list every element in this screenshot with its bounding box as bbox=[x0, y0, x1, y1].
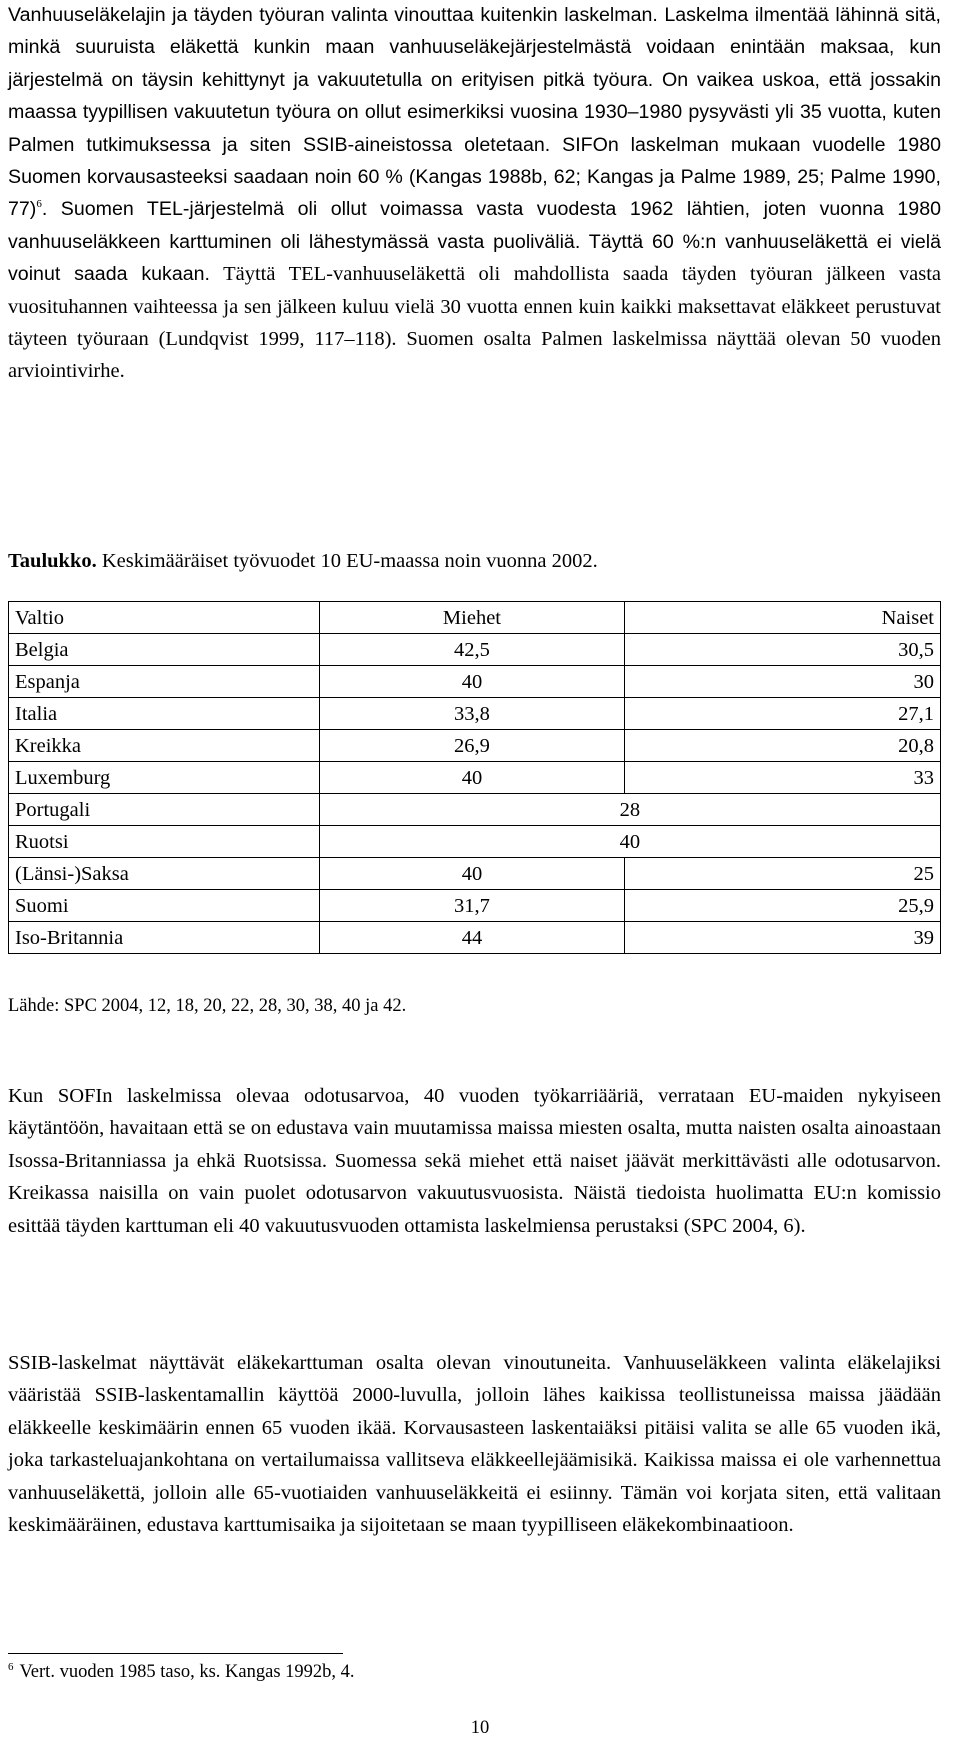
country-cell: Luxemburg bbox=[9, 762, 320, 794]
working-years-table bbox=[8, 601, 941, 954]
country-cell: Italia bbox=[9, 698, 320, 730]
footnote-text: Vert. vuoden 1985 taso, ks. Kangas 1992b, 4. bbox=[19, 1662, 355, 1682]
paragraph-sofi-comparison: Kun SOFIn laskelmissa olevaa odotusarvoa, 40 vuoden työkarriääriä, verrataan EU-maiden nykyiseen käytäntöön, havaitaan että se on edustava vain muutamissa maissa miesten osalta, mutta naisten osalta ainoastaan Isossa-Britanniassa ja ehkä Ruotsissa. Suomessa sekä miehet että naiset jäävät merkittävästi alle odotusarvon. Kreikassa naisilla on vain puolet odotusarvon vakuutusvuosista. Näistä tiedoista huolimatta EU:n komissio esittää täyden karttuman eli 40 vakuutusvuoden ottamista laskelmiensa perustaksi (SPC 2004, 6). bbox=[8, 1085, 941, 1237]
paragraph-segment: Täyttä TEL-vanhuuseläkettä oli mahdollista saada täyden työuran jälkeen vasta vuosituhannen vaihteessa ja sen jälkeen kuluu vielä 30 vuotta ennen kuin kaikki maksettavat eläkkeet perustuvat täyteen työuraan (Lundqvist 1999, 117–118). Suomen osalta Palmen laskelmissa näyttää olevan 50 vuoden arviointivirhe. bbox=[8, 263, 941, 383]
country-cell: Iso-Britannia bbox=[9, 922, 320, 954]
men-value-cell: 40 bbox=[319, 858, 625, 890]
table-row bbox=[9, 730, 941, 762]
country-cell: Suomi bbox=[9, 890, 320, 922]
table-row bbox=[9, 698, 941, 730]
table-caption bbox=[8, 550, 598, 573]
page-number: 10 bbox=[470, 1718, 490, 1738]
men-value-cell: 40 bbox=[319, 666, 625, 698]
paragraph-pension-calculation bbox=[8, 0, 941, 388]
country-cell: Ruotsi bbox=[9, 826, 320, 858]
header-men: Miehet bbox=[319, 602, 625, 634]
paragraph-segment: Vanhuuseläkelajin ja täyden työuran valinta vinouttaa kuitenkin laskelman. Laskelma ilmentää lähinnä sitä, minkä suuruista eläkettä kunkin maan vanhuuseläkejärjestelmästä voidaan enintään maksaa, kun järjestelmä on täysin kehittynyt ja vakuutetulla on erityisen pitkä työura. On vaikea uskoa, että jossakin maassa tyypillisen vakuutetun työura on ollut esimerkiksi vuosina 1930–1980 pysyvästi yli 35 vuotta, kuten Palmen tutkimuksessa ja siten SSIB-aineistossa oletetaan. SIFOn laskelman mukaan vuodelle 1980 Suomen korvausasteeksi saadaan noin 60 % (Kangas 1988b, 62; Kangas ja Palme 1989, 25; Palme 1990, 77) bbox=[8, 4, 941, 221]
footnote-reference: 6 bbox=[36, 198, 42, 211]
table-header-row bbox=[9, 602, 941, 634]
country-cell: Espanja bbox=[9, 666, 320, 698]
country-cell: (Länsi-)Saksa bbox=[9, 858, 320, 890]
men-value-cell: 44 bbox=[319, 922, 625, 954]
header-country: Valtio bbox=[9, 602, 320, 634]
women-value-cell: 25 bbox=[625, 858, 941, 890]
women-value-cell: 27,1 bbox=[625, 698, 941, 730]
table-caption-label: Taulukko. bbox=[8, 550, 97, 572]
combined-value-cell: 28 bbox=[319, 794, 940, 826]
table-source: Lähde: SPC 2004, 12, 18, 20, 22, 28, 30, 38, 40 ja 42. bbox=[8, 996, 407, 1016]
table-row bbox=[9, 922, 941, 954]
header-women: Naiset bbox=[625, 602, 941, 634]
paragraph-segment: . Suomen TEL-järjestelmä oli ollut voimassa vasta vuodesta 1962 lähtien, joten vuonna 1980 vanhuuseläkkeen karttuminen oli lähestymässä vasta puoliväliä. Täyttä 60 %:n vanhuuseläkettä ei vielä voinut saada kukaan. bbox=[8, 198, 941, 286]
country-cell: Portugali bbox=[9, 794, 320, 826]
women-value-cell: 39 bbox=[625, 922, 941, 954]
women-value-cell: 20,8 bbox=[625, 730, 941, 762]
country-cell: Kreikka bbox=[9, 730, 320, 762]
men-value-cell: 33,8 bbox=[319, 698, 625, 730]
table-row bbox=[9, 666, 941, 698]
table-row bbox=[9, 826, 941, 858]
table-row bbox=[9, 762, 941, 794]
table-row bbox=[9, 890, 941, 922]
paragraph-ssib-calculations: SSIB-laskelmat näyttävät eläkekarttuman osalta olevan vinoutuneita. Vanhuuseläkkeen valinta eläkelajiksi vääristää SSIB-laskentamallin käyttöä 2000-luvulla, jolloin lähes kaikissa teollistuneissa maissa jäädään eläkkeelle keskimäärin ennen 65 vuoden ikää. Korvausasteen laskentaiäksi pitäisi valita se alle 65 vuoden ikä, joka tarkasteluajankohtana on vertailumaissa vallitseva eläkkeellejäämisikä. Kaikissa maissa ei ole varhennettua vanhuuseläkettä, jolloin alle 65-vuotiaiden vanhuuseläkkeitä ei esiinny. Tämän voi korjata siten, että valitaan keskimääräinen, edustava karttumisaika ja sijoitetaan se maan tyypilliseen eläkekombinaatioon. bbox=[8, 1352, 941, 1537]
footnote-marker: 6 bbox=[8, 1660, 14, 1673]
footnote-divider bbox=[8, 1653, 343, 1654]
country-cell: Belgia bbox=[9, 634, 320, 666]
women-value-cell: 30 bbox=[625, 666, 941, 698]
table-row bbox=[9, 634, 941, 666]
combined-value-cell: 40 bbox=[319, 826, 940, 858]
women-value-cell: 30,5 bbox=[625, 634, 941, 666]
table-caption-text: Keskimääräiset työvuodet 10 EU-maassa noin vuonna 2002. bbox=[96, 550, 598, 572]
women-value-cell: 25,9 bbox=[625, 890, 941, 922]
men-value-cell: 42,5 bbox=[319, 634, 625, 666]
table-row bbox=[9, 858, 941, 890]
men-value-cell: 40 bbox=[319, 762, 625, 794]
table-row bbox=[9, 794, 941, 826]
women-value-cell: 33 bbox=[625, 762, 941, 794]
men-value-cell: 31,7 bbox=[319, 890, 625, 922]
men-value-cell: 26,9 bbox=[319, 730, 625, 762]
footnote bbox=[8, 1662, 355, 1683]
